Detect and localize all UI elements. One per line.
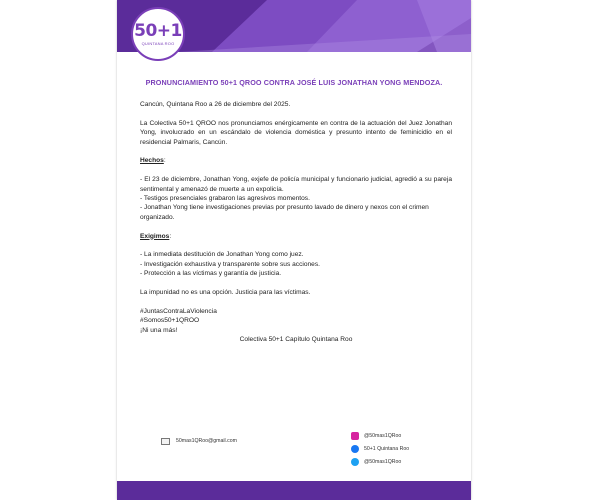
exigimos-item: - La inmediata destitución de Jonathan Yong como juez. [140,251,304,259]
closing-statement: La impunidad no es una opción. Justicia para las víctimas. [140,289,311,297]
hechos-item: - El 23 de diciembre, Jonathan Yong, exjefe de policía municipal y funcionario judicial, agredió a su pareja sentimental y amenazó de muerte a un expolicía. [140,176,452,193]
twitter-handle: @50mas1QRoo [364,458,402,465]
instagram-link[interactable] [351,429,409,442]
facebook-link[interactable] [351,442,409,455]
twitter-icon [351,458,359,466]
footer-band [117,481,471,500]
facebook-handle: 50+1 Quintana Roo [364,445,410,452]
hechos-item: - Jonathan Yong tiene investigaciones previas por presunto lavado de dinero y nexos con el crimen organizado. [140,204,429,221]
exigimos-item: - Protección a las víctimas y garantía de justicia. [140,270,282,278]
instagram-handle: @50mas1QRoo [364,432,402,439]
logo-text: 50+1 [134,20,182,41]
signature: Colectiva 50+1 Capítulo Quintana Roo [239,336,353,344]
date-line: Cancún, Quintana Roo a 26 de diciembre del 2025. [140,101,291,108]
facebook-icon [351,445,359,453]
hechos-heading: Hechos: [140,157,166,165]
mail-icon [161,438,170,445]
hashtag: #JuntasContraLaViolencia [140,307,217,315]
instagram-icon [351,432,359,440]
intro-paragraph: La Colectiva 50+1 QROO nos pronunciamos enérgicamente en contra de la actuación del Juez Jonathan Yong, involucrado en un escándalo de violencia doméstica y presunto intento de feminicidio en el residencial Palmaris, Cancún. [140,119,452,146]
email-contact[interactable] [161,437,237,445]
hechos-item: - Testigos presenciales grabaron las agresivos momentos. [140,195,310,203]
document-body [140,100,452,344]
logo-subtext: QUINTANA ROO [141,40,175,46]
exigimos-item: - Investigación exhaustiva y transparente sobre sus acciones. [140,260,320,268]
social-links [351,429,409,468]
hashtag: #Somos50+1QROO [140,317,200,325]
email-address: 50mas1QRoo@gmail.com [176,438,237,444]
logo-50mas1 [131,7,185,61]
exigimos-heading: Exigimos: [140,232,172,240]
hashtag: ¡Ni una más! [140,326,178,334]
twitter-link[interactable] [351,455,409,468]
document-page [117,0,471,500]
document-title: PRONUNCIAMIENTO 50+1 QROO CONTRA JOSÉ LUIS JONATHAN YONG MENDOZA. [145,78,443,87]
